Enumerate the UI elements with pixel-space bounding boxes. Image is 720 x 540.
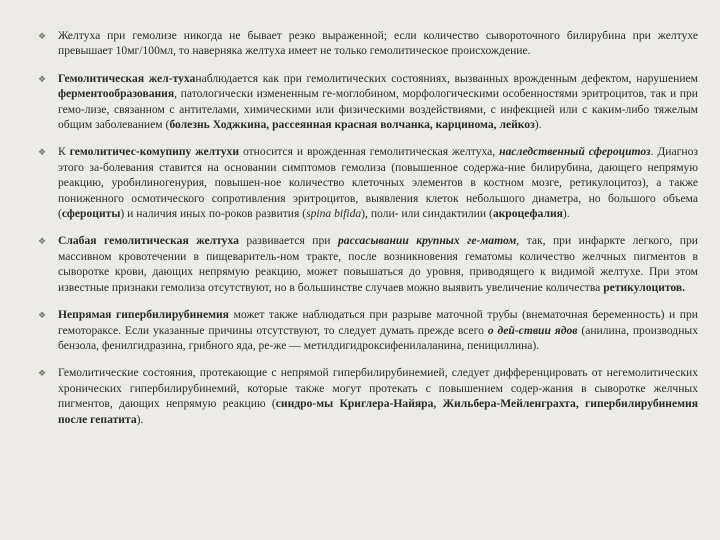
text-run: наследственный сфероцитоз — [499, 145, 651, 159]
text-run: развивается при — [238, 234, 338, 248]
bullet-list — [38, 28, 698, 427]
paragraph-p3 — [38, 144, 698, 221]
text-run: акроцефалия — [492, 207, 563, 221]
text-run: К — [58, 145, 70, 159]
text-run: наблюдается как при гемолитических состояниях, вызванных врожденным дефектом, нарушением — [195, 71, 699, 85]
text-run: ретикулоцитов. — [603, 280, 686, 294]
text-run: Гемолитические состояния, протекающие с непрямой гипербилирубинемией, следует дифференцировать от негемолитических хронических гипербилирубинемий, которые также могут протекать с повышением содер-жания в сыворотке желчных пигментов, дающих непрямую реакцию ( — [58, 366, 698, 411]
text-run: (анилина, производных бензола, фенилгидразина, грибного яда, ре-же — метилдигидроксифенилаланина, пенициллина). — [58, 323, 698, 352]
diamond-bullet-icon: ❖ — [38, 236, 47, 247]
diamond-bullet-icon: ❖ — [38, 368, 47, 379]
diamond-bullet-icon: ❖ — [38, 310, 47, 321]
text-run: относится и врожденная гемолитическая желтуха, — [239, 145, 500, 159]
paragraph-p2 — [38, 71, 698, 133]
text-run: о дей-ствии ядов — [487, 323, 578, 337]
text-run: ). — [534, 118, 542, 132]
diamond-bullet-icon: ❖ — [38, 73, 47, 84]
paragraph-p6 — [38, 365, 698, 427]
text-run: . Диагноз этого за-болевания ставится на основании симптомов гемолиза (повышенное содержа-ние билирубина, дающего непрямую реакцию, уробилиногенурия, повышен-ное количество клеточных элементов в костном мозге, ретикулоцитоз), а также пониженного осмотического сопротивления эритроцитов, выявления клеток небольшого диаметра, но большого объема ( — [58, 145, 698, 221]
text-run: ) и наличия иных по-роков развития ( — [120, 207, 307, 221]
text-run: гемолитичес-комупипу желтухи — [69, 145, 240, 159]
text-run: Гемолитическая жел-туха — [58, 71, 196, 85]
text-run: ). — [136, 412, 144, 426]
text-run: рассасывании крупных ге-матом — [337, 234, 517, 248]
paragraph-p1 — [38, 28, 698, 59]
diamond-bullet-icon: ❖ — [38, 31, 47, 41]
paragraph-p4 — [38, 233, 698, 295]
text-run: Непрямая гипербилирубинемия — [58, 308, 229, 322]
text-run: болезнь Ходжкина, рассеянная красная волчанка, карцинома, лейкоз — [169, 118, 535, 132]
diamond-bullet-icon: ❖ — [38, 147, 47, 158]
text-run: ферментообразования — [58, 87, 175, 101]
text-run: ). — [562, 207, 570, 221]
text-run: , так, при инфаркте легкого, при массивном кровотечении в пищеваритель-ном тракте, после возникновения гематомы количество желчных пигментов в сыворотке крови, дающих непрямую реакцию, может повышаться до уровня, приводящего к видимой желтухе. При этом известные признаки гемолиза отсутствуют, но в большинстве случаев можно выявить увеличение количества — [58, 234, 698, 294]
text-run: Желтуха при гемолизе никогда не бывает резко выраженной; если количество сывороточного билирубина при желтухе превышает 10мг/100мл, то наверняка желтуха имеет не только гемолитическое происхождение. — [58, 29, 698, 58]
text-run: может также наблюдаться при разрыве маточной трубы (внематочная беременность) и при гемотораксе. Если указанные причины отсутствуют, то следует думать прежде всего — [58, 308, 698, 337]
paragraph-p5 — [38, 307, 698, 353]
text-run: синдро-мы Криглера-Найяра, Жильбера-Мейленграхта, гипербилирубинемия после гепатита — [58, 397, 698, 426]
text-run: ), поли- или синдактилии ( — [361, 207, 493, 221]
text-run: , патологически измененным ге-моглобином, морфологическими особенностями эритроцитов, так и при гемо-лизе, связанном с антителами, химическими или физическими воздействиями, с инфекцией или с каким-либо тяжелым общим заболеванием ( — [58, 87, 698, 132]
text-run: spina bifida — [306, 207, 362, 221]
text-run: Слабая гемолитическая желтуха — [58, 234, 239, 248]
text-run: сфероциты — [61, 207, 121, 221]
